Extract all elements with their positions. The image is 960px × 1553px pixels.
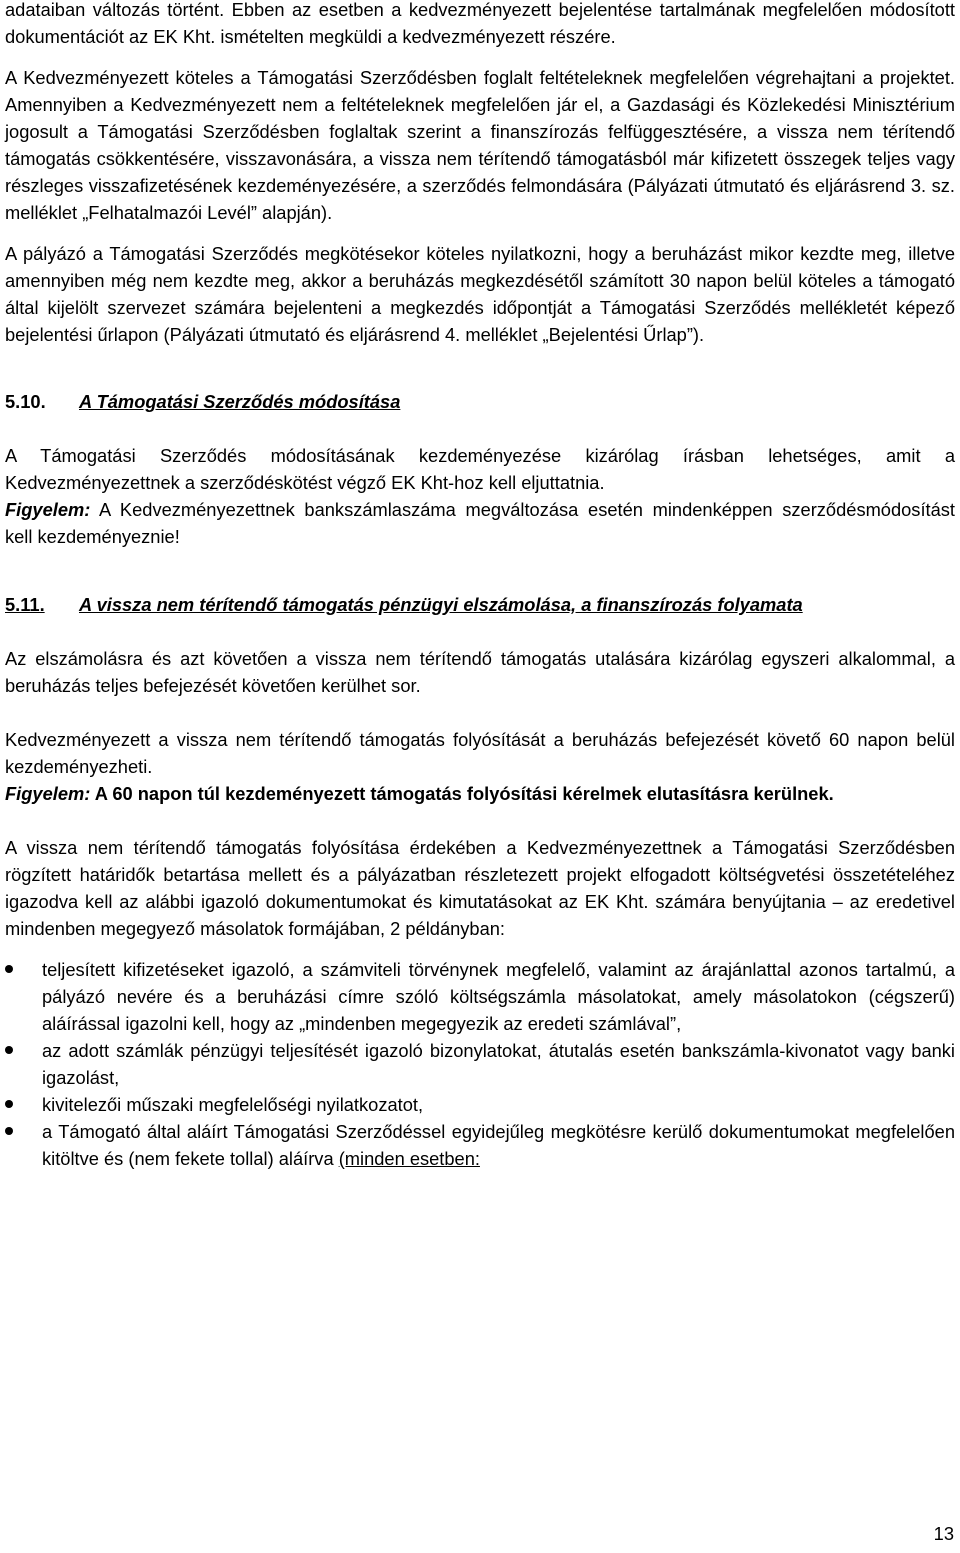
- paragraph-modification: A Támogatási Szerződés módosításának kezdeményezése kizárólag írásban lehetséges, amit a Kedvezményezettnek a szerződéskötést végző EK Kht-hoz kell eljuttatnia.: [5, 445, 955, 493]
- bullet-icon: [5, 1127, 13, 1135]
- bullet-icon: [5, 965, 13, 973]
- warning-text: A Kedvezményezettnek bankszámlaszáma megváltozása esetén mindenképpen szerződésmódosítást kell kezdeményeznie!: [5, 499, 955, 547]
- paragraph-disbursement: Kedvezményezett a vissza nem térítendő támogatás folyósítását a beruházás befejezését követő 60 napon belül kezdeményezheti.: [5, 729, 955, 777]
- list-item: az adott számlák pénzügyi teljesítését igazoló bizonylatokat, átutalás esetén bankszámla-kivonatot vagy banki igazolást,: [5, 1037, 955, 1091]
- section-title: A Támogatási Szerződés módosítása: [79, 391, 401, 412]
- document-page: [5, 0, 955, 1172]
- section-title: A vissza nem térítendő támogatás pénzügyi elszámolása, a finanszírozás folyamata: [79, 594, 803, 615]
- section-number: 5.11.: [5, 594, 45, 615]
- section-heading-5-10: [5, 388, 955, 415]
- paragraph-documents: A vissza nem térítendő támogatás folyósítása érdekében a Kedvezményezettnek a Támogatási Szerződésben rögzített határidők betartása mellett és a pályázatban részletezett projekt elfogadott költségvetési összetételéhez igazodva kell az alábbi igazoló dokumentumokat és kimutatásokat az EK Kht. számára benyújtania – az eredetivel mindenben megegyező másolatok formájában, 2 példányban:: [5, 837, 955, 939]
- list-item: a Támogató által aláírt Támogatási Szerződéssel egyidejűleg megkötésre kerülő dokumentumokat megfelelően kitöltve és (nem fekete tollal) aláírva (minden esetben:: [5, 1118, 955, 1172]
- section-number: 5.10.: [5, 391, 46, 412]
- page-number: 13: [933, 1523, 954, 1544]
- paragraph-warning-bank: [5, 496, 955, 550]
- paragraph-continuation: adataiban változás történt. Ebben az esetben a kedvezményezett bejelentése tartalmának megfelelően módosított dokumentációt az EK Kht. ismételten megküldi a kedvezményezett részére.: [5, 0, 955, 47]
- paragraph-declaration: A pályázó a Támogatási Szerződés megkötésekor köteles nyilatkozni, hogy a beruházást mikor kezdte meg, illetve amennyiben még nem kezdte meg, akkor a beruházás megkezdésétől számított 30 napon belül köteles a támogató által kijelölt szervezet számára bejelenteni a megkezdés időpontját a Támogatási Szerződés mellékletét képező bejelentési űrlapon (Pályázati útmutató és eljárásrend 4. melléklet „Bejelentési Űrlap”).: [5, 243, 955, 345]
- list-item: teljesített kifizetéseket igazoló, a számviteli törvénynek megfelelő, valamint az árajánlattal azonos tartalmú, a pályázó nevére és a beruházási címre szóló költségszámla másolatokat, amely másolatokon (cégszerű) aláírással igazolni kell, hogy az „mindenben megegyezik az eredeti számlával”,: [5, 956, 955, 1037]
- document-list: [5, 956, 955, 1172]
- paragraph-obligations: A Kedvezményezett köteles a Támogatási Szerződésben foglalt feltételeknek megfelelően végrehajtani a projektet. Amennyiben a Kedvezményezett nem a feltételeknek megfelelően jár el, a Gazdasági és Közlekedési Minisztérium jogosult a Támogatási Szerződésben foglaltak szerint a finanszírozás felfüggesztésére, a vissza nem térítendő támogatás csökkentésére, visszavonására, a vissza nem térítendő támogatásból már kifizetett összegek teljes vagy részleges visszafizetésének kezdeményezésére, a szerződés felmondására (Pályázati útmutató és eljárásrend 3. sz. melléklet „Felhatalmazói Levél” alapján).: [5, 67, 955, 223]
- warning-label: Figyelem:: [5, 499, 91, 520]
- paragraph-settlement: Az elszámolásra és azt követően a vissza nem térítendő támogatás utalására kizárólag egyszeri alkalommal, a beruházás teljes befejezését követően kerülhet sor.: [5, 648, 955, 696]
- bullet-icon: [5, 1100, 13, 1108]
- list-item: kivitelezői műszaki megfelelőségi nyilatkozatot,: [5, 1091, 955, 1118]
- paragraph-warning-deadline: [5, 780, 955, 807]
- underlined-text: (minden esetben:: [338, 1148, 480, 1169]
- bullet-icon: [5, 1046, 13, 1054]
- warning-text: A 60 napon túl kezdeményezett támogatás folyósítási kérelmek elutasításra kerülnek.: [90, 783, 834, 804]
- section-heading-5-11: [5, 591, 955, 618]
- warning-label: Figyelem:: [5, 783, 91, 804]
